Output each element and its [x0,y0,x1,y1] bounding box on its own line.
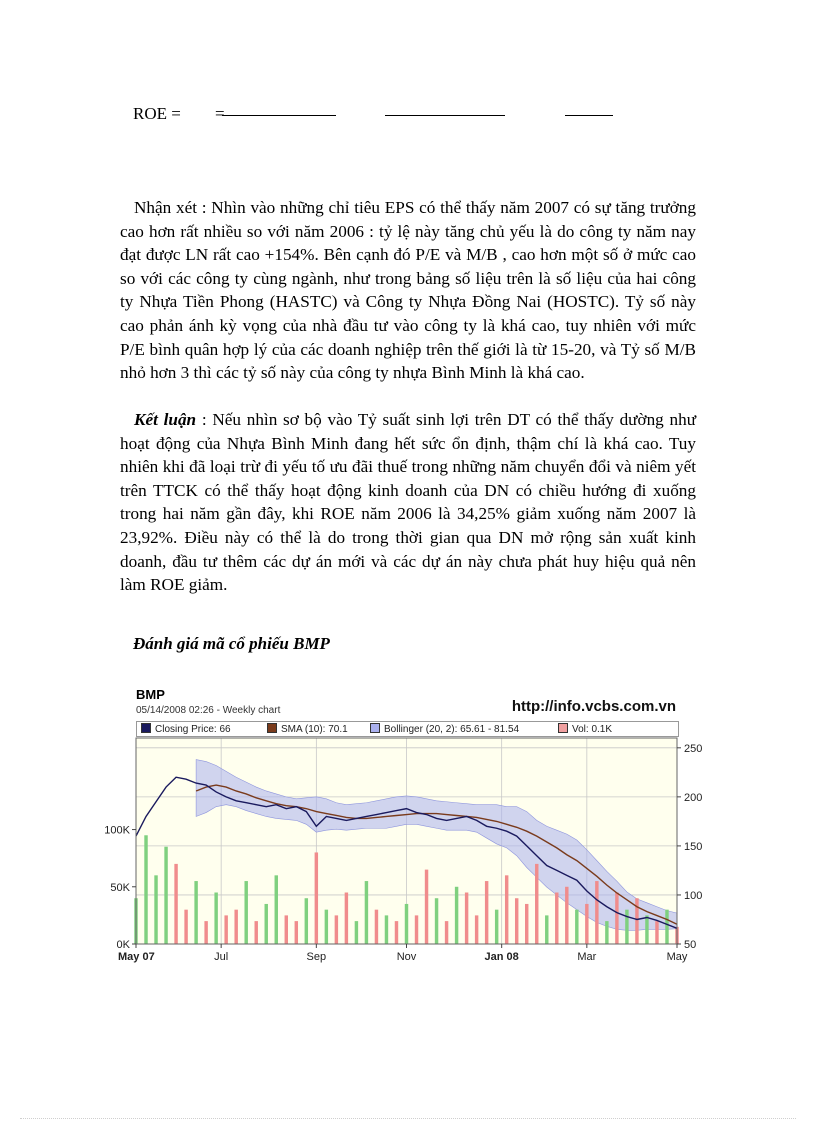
volume-bar [485,881,488,944]
chart-plot [104,686,703,968]
x-tick-label: Nov [396,951,417,963]
volume-bar [605,921,608,944]
remark-paragraph: Nhận xét : Nhìn vào những chỉ tiêu EPS có thể thấy năm 2007 có sự tăng trưởng cao hơn rất nhiều so với năm 2006 : tỷ lệ này tăng chủ yếu là do công ty năm nay đạt được LN rất cao +154%. Bên cạnh đó P/E và M/B , cao hơn một số ở mức cao so với các công ty cùng ngành, như trong bảng số liệu trên là số liệu của hai công ty Nhựa Tiền Phong (HASTC) và Công ty Nhựa Đồng Nai (HOSTC). Tỷ số này cao phản ánh kỳ vọng của nhà đầu tư vào công ty là khá cao, tuy nhiên với mức P/E bình quân hợp lý của các doanh nghiệp trên thế giới là từ 15-20, và Tỷ số M/B nhỏ hơn 3 thì các tỷ số này của công ty nhựa Bình Minh là khá cao. [120,198,696,383]
bmp-chart [104,686,703,968]
volume-tick-label: 0K [116,939,130,951]
volume-bar [234,910,237,944]
roe-equals: = [215,104,225,123]
x-tick-label: Mar [577,951,597,963]
volume-bar [545,915,548,944]
volume-bar [164,847,167,944]
volume-bar [615,893,618,945]
volume-bar [565,887,568,944]
volume-bar [224,915,227,944]
price-tick-label: 50 [684,939,697,951]
volume-bar [325,910,328,944]
volume-bar [505,875,508,944]
volume-bar [214,893,217,945]
volume-bar [355,921,358,944]
fraction-rule-2 [385,115,505,116]
volume-bar [244,881,247,944]
volume-bar [585,904,588,944]
section-title: Đánh giá mã cổ phiếu BMP [133,634,330,653]
price-tick-label: 100 [684,889,703,902]
x-tick-label: May 07 [118,951,155,963]
conclusion-lead: Kết luận [134,410,197,429]
volume-bar [435,898,438,944]
volume-bar [265,904,268,944]
x-tick-label: Jan 08 [484,951,519,963]
roe-lhs: ROE = [133,104,181,123]
volume-bar [255,921,258,944]
volume-bar [295,921,298,944]
volume-bar [184,910,187,944]
volume-bar [645,915,648,944]
conclusion-paragraph [120,408,696,597]
price-tick-label: 150 [684,840,703,853]
volume-bar [465,893,468,945]
fraction-rule-1 [222,115,336,116]
legend-close: Closing Price: 66 [141,723,231,735]
volume-bar [385,915,388,944]
volume-bar [535,864,538,944]
fraction-rule-3 [565,115,613,116]
legend-bollinger: Bollinger (20, 2): 65.61 - 81.54 [370,723,519,735]
volume-bar [375,910,378,944]
chart-subtitle: 05/14/2008 02:26 - Weekly chart [136,705,281,716]
volume-bar [455,887,458,944]
volume-bar [595,881,598,944]
price-tick-label: 250 [684,742,703,755]
volume-bar [415,915,418,944]
price-tick-label: 200 [684,791,703,804]
x-tick-label: Jul [214,951,229,963]
volume-bar [335,915,338,944]
volume-bar [475,915,478,944]
volume-bar [285,915,288,944]
volume-bar [144,835,147,944]
volume-bar [405,904,408,944]
legend-volume: Vol: 0.1K [558,723,612,735]
x-tick-label: May [666,951,688,963]
chart-title: BMP [136,687,165,702]
volume-bar [395,921,398,944]
volume-bar [525,904,528,944]
volume-bar [625,910,628,944]
legend-sma: SMA (10): 70.1 [267,723,348,735]
volume-bar [655,921,658,944]
volume-bar [425,870,428,944]
volume-bar [555,893,558,945]
volume-bar [365,881,368,944]
volume-bar [575,910,578,944]
volume-tick-label: 100K [104,824,130,837]
volume-bar [515,898,518,944]
page-bottom-divider [20,1118,796,1119]
conclusion-body: : Nếu nhìn sơ bộ vào Tỷ suất sinh lợi trên DT có thể thấy dường như hoạt động của Nhựa Bình Minh đang hết sức ổn định, thậm chí là khá cao. Tuy nhiên khi đã loại trừ đi yếu tố ưu đãi thuế trong những năm chuyển đổi và niêm yết trên TTCK có thể thấy hoạt động kinh doanh của DN có chiều hướng đi xuống trong hai năm gần đây, khi ROE năm 2006 là 34,25% giảm xuống năm 2007 là 23,92%. Điều này có thể là do trong thời gian qua DN mở rộng sản xuất kinh doanh, đầu tư thêm các dự án mới và các dự án này chưa phát huy hiệu quả nên làm ROE giảm. [120,410,697,595]
volume-bar [275,875,278,944]
volume-bar [204,921,207,944]
volume-bar [345,893,348,945]
volume-bar [154,875,157,944]
volume-bar [174,864,177,944]
x-tick-label: Sep [306,951,327,963]
volume-bar [305,898,308,944]
volume-bar [315,852,318,944]
chart-source-url: http://info.vcbs.com.vn [511,698,676,715]
volume-bar [445,921,448,944]
volume-bar [194,881,197,944]
volume-tick-label: 50K [110,881,130,894]
volume-bar [665,910,668,944]
roe-formula-label [133,104,181,124]
volume-bar [495,910,498,944]
